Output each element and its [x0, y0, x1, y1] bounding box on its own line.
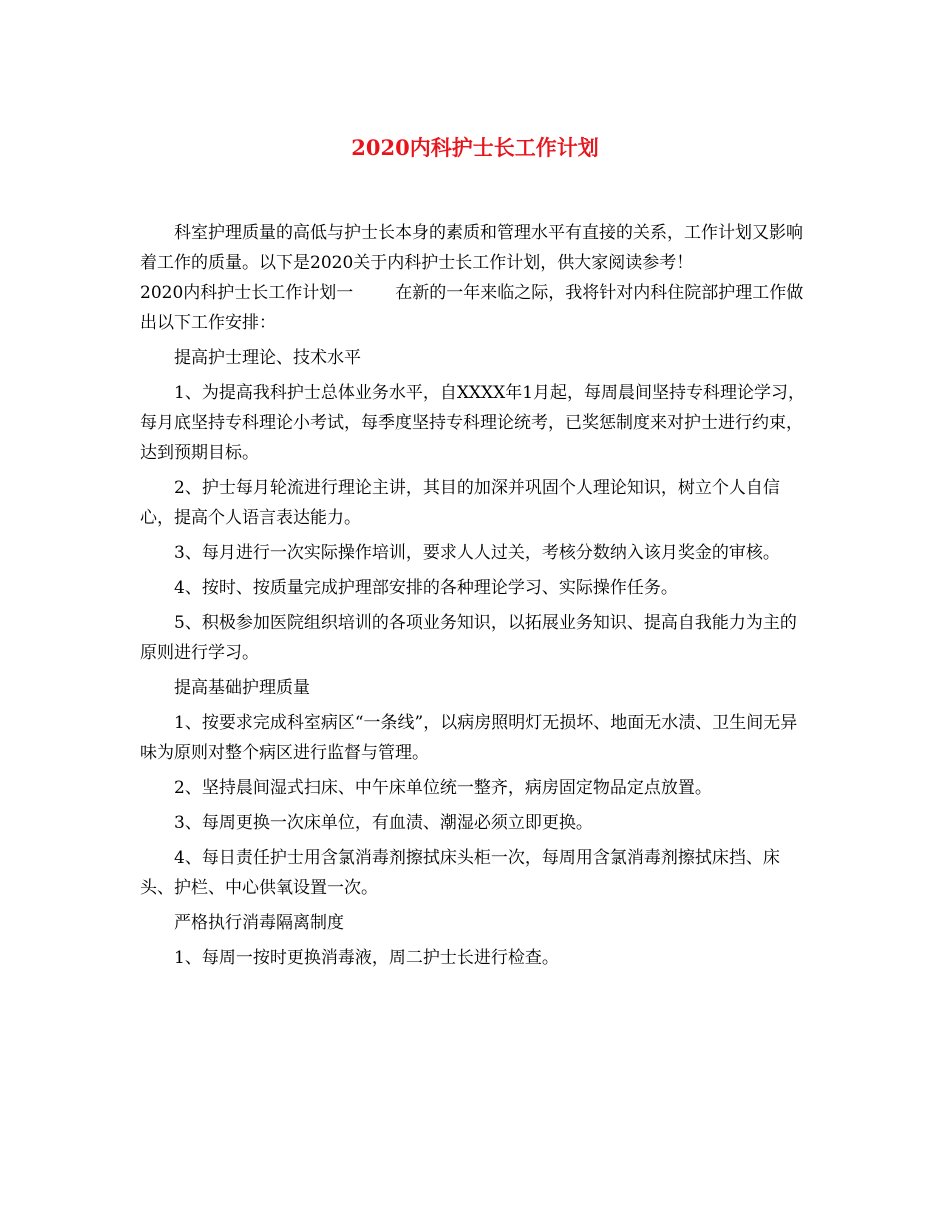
intro-paragraph-2	[140, 278, 812, 338]
section-heading-3: 严格执行消毒隔离制度	[174, 913, 344, 933]
section-1-item-2: 2、护士每月轮流进行理论主讲，其目的加深并巩固个人理论知识，树立个人自信心，提高个人语言表达能力。	[140, 478, 780, 528]
section-heading-2: 提高基础护理质量	[174, 678, 310, 698]
section-2-item-2: 2、坚持晨间湿式扫床、中午床单位统一整齐，病房固定物品定点放置。	[174, 778, 712, 798]
section-1-item-1: 1、为提高我科护士总体业务水平，自XXXX年1月起，每周晨间坚持专科理论学习，每月底坚持专科理论小考试，每季度坚持专科理论统考，已奖惩制度来对护士进行约束，达到预期目标。	[140, 383, 806, 463]
intro-heading: 2020内科护士长工作计划一	[140, 283, 354, 303]
document-body	[140, 218, 812, 973]
intro-paragraph: 科室护理质量的高低与护士长本身的素质和管理水平有直接的关系，工作计划又影响着工作的质量。以下是2020关于内科护士长工作计划，供大家阅读参考！	[140, 223, 803, 273]
section-heading-1: 提高护士理论、技术水平	[174, 348, 361, 368]
section-1-item-4: 4、按时、按质量完成护理部安排的各种理论学习、实际操作任务。	[174, 578, 678, 598]
section-1-item-5: 5、积极参加医院组织培训的各项业务知识，以拓展业务知识、提高自我能力为主的原则进行学习。	[140, 613, 797, 663]
section-1-item-3: 3、每月进行一次实际操作培训，要求人人过关，考核分数纳入该月奖金的审核。	[174, 543, 780, 563]
section-2-item-3: 3、每周更换一次床单位，有血渍、潮湿必须立即更换。	[174, 813, 593, 833]
section-2-item-4: 4、每日责任护士用含氯消毒剂擦拭床头柜一次，每周用含氯消毒剂擦拭床挡、床头、护栏、中心供氧设置一次。	[140, 848, 780, 898]
section-2-item-1: 1、按要求完成科室病区“一条线”，以病房照明灯无损坏、地面无水渍、卫生间无异味为原则对整个病区进行监督与管理。	[140, 713, 798, 763]
document-title: 2020内科护士长工作计划	[351, 135, 599, 160]
intro-text: 在新的一年来临之际，我将针对内科住院部护理工作做出以下工作安排：	[140, 283, 804, 333]
section-3-item-1: 1、每周一按时更换消毒液，周二护士长进行检查。	[174, 948, 559, 968]
